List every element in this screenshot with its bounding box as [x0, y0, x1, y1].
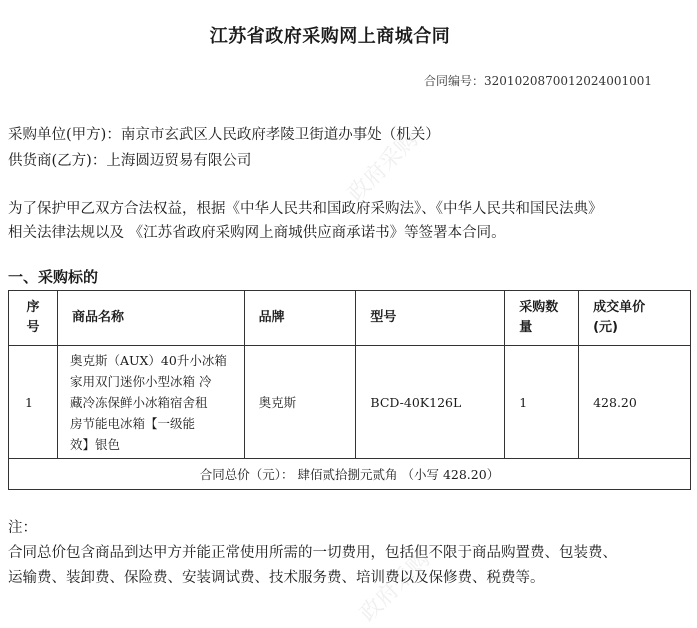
- watermark: 政府采购: [343, 126, 424, 207]
- header-model: 型号: [356, 291, 505, 346]
- cell-product-name: 奥克斯（AUX）40升小冰箱 家用双门迷你小型冰箱 冷 藏冷冻保鲜小冰箱宿舍租 房节能电冰箱【一级能 效】银色: [57, 346, 244, 459]
- contract-total: 合同总价（元）： 肆佰贰拾捌元贰角 （小写 428.20）: [9, 459, 691, 490]
- table-total-row: [9, 459, 691, 490]
- header-product-name: 商品名称: [57, 291, 244, 346]
- header-index: 序 号: [9, 291, 58, 346]
- cell-unit-price: 428.20: [579, 346, 691, 459]
- preamble-line-2: 相关法律法规以及 《江苏省政府采购网上商城供应商承诺书》等签署本合同。: [8, 225, 506, 241]
- note-line-2: 运输费、装卸费、保险费、安装调试费、技术服务费、培训费以及保修费、税费等。: [8, 570, 545, 586]
- cell-model: BCD-40K126L: [356, 346, 505, 459]
- header-unit-price: 成交单价 (元): [579, 291, 691, 346]
- contract-number: [424, 72, 652, 89]
- document-title: 江苏省政府采购网上商城合同: [209, 26, 451, 47]
- cell-index: 1: [9, 346, 58, 459]
- watermark: 政府采购: [355, 546, 436, 627]
- note-line-1: 合同总价包含商品到达甲方并能正常使用所需的一切费用，包括但不限于商品购置费、包装费、: [8, 545, 617, 561]
- cell-brand: 奥克斯: [244, 346, 356, 459]
- cell-quantity: 1: [505, 346, 579, 459]
- preamble-line-1: 为了保护甲乙双方合法权益，根据《中华人民共和国政府采购法》、《中华人民共和国民法典》: [8, 201, 603, 217]
- contract-number-value: 3201020870012024001001: [484, 74, 652, 88]
- contract-number-label: 合同编号：: [424, 74, 485, 88]
- header-quantity: 采购数 量: [505, 291, 579, 346]
- note-label: 注：: [8, 520, 37, 536]
- purchase-table: [8, 290, 691, 490]
- supplier-line: 供货商(乙方)：上海圆迈贸易有限公司: [8, 153, 252, 169]
- table-header-row: [9, 291, 691, 346]
- buyer-line: 采购单位(甲方)：南京市玄武区人民政府孝陵卫街道办事处（机关）: [8, 127, 440, 143]
- section-heading-purchase-subject: 一、采购标的: [8, 268, 99, 286]
- header-brand: 品牌: [244, 291, 356, 346]
- table-row: [9, 346, 691, 459]
